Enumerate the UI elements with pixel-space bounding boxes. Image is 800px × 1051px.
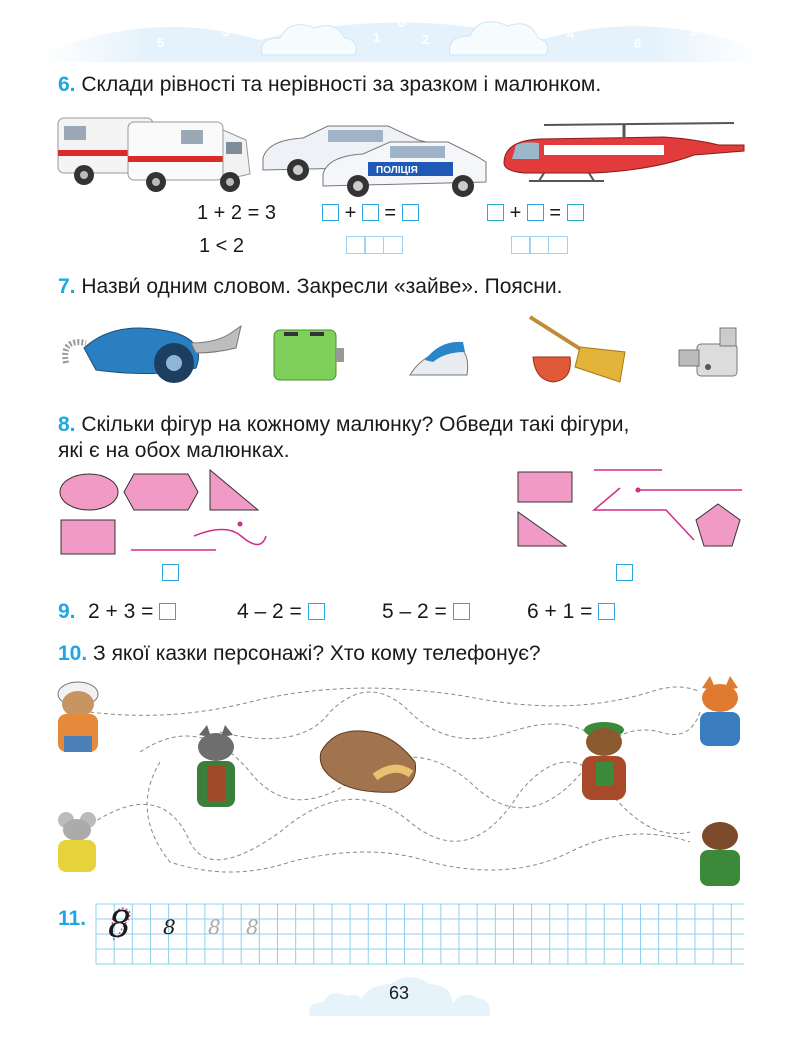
task-text: З якої казки персонажі? Хто кому телефонує?: [93, 642, 541, 665]
mitten-image: [315, 722, 423, 797]
page-number: 63: [389, 983, 410, 1003]
task8-heading: [58, 412, 748, 464]
shapes-right-figure: [516, 466, 746, 550]
pentagon-shape: [696, 504, 740, 546]
expression: 6 + 1 =: [527, 599, 615, 625]
mouse-character-image: [50, 810, 105, 875]
header-cloud-band: [0, 0, 800, 65]
task9-row: [58, 599, 76, 625]
task10-heading: [58, 641, 541, 667]
task-text: Скільки фігур на кожному малюнку? Обведи такі фігури,: [81, 413, 630, 436]
task-number: 9.: [58, 600, 76, 623]
task7-heading: [58, 274, 562, 300]
header-digit: 3: [222, 24, 230, 39]
vacuum-cleaner-image: [56, 308, 246, 388]
answer-box[interactable]: [402, 204, 419, 221]
meat-grinder-image: [675, 322, 745, 382]
sample-digit: 8: [163, 915, 176, 939]
task-text: які є на обох малюнках.: [58, 439, 290, 462]
rectangle-shape: [61, 520, 115, 554]
answer-box[interactable]: [567, 204, 584, 221]
wolf-character-image: [185, 725, 247, 810]
point-dot: [636, 488, 641, 493]
bunny-character-image: [48, 676, 108, 756]
header-digit: 1: [373, 30, 381, 45]
plus-sign: +: [509, 202, 522, 224]
header-digit: 2: [422, 32, 430, 47]
iron-image: [405, 330, 475, 385]
triangle-shape: [210, 470, 258, 510]
hexagon-shape: [124, 474, 198, 510]
answer-box[interactable]: [453, 603, 470, 620]
expression: 4 – 2 =: [237, 599, 325, 625]
helicopter-image: [494, 115, 749, 195]
header-digit: 6: [634, 36, 642, 51]
traced-digit: 8: [246, 915, 259, 939]
shapes-left-figure: [56, 468, 276, 558]
rectangle-shape: [518, 472, 572, 502]
count-answer-box-right[interactable]: [616, 564, 633, 581]
task-number: 10.: [58, 642, 88, 665]
answer-box[interactable]: [487, 204, 504, 221]
curve-line: [194, 530, 266, 545]
ellipse-shape: [60, 474, 118, 510]
ambulance-pair-image: [56, 108, 256, 193]
inequality-answer-strip[interactable]: [347, 236, 403, 254]
task-number: 6.: [58, 73, 76, 96]
equals-sign: =: [384, 202, 397, 224]
plus-sign: +: [344, 202, 357, 224]
answer-box[interactable]: [362, 204, 379, 221]
answer-box[interactable]: [322, 204, 339, 221]
boar-character-image: [690, 818, 750, 888]
expression: 2 + 3 =: [88, 599, 176, 625]
inequality-answer-strip[interactable]: [512, 236, 568, 254]
task-text: Склади рівності та нерівності за зразком і малюнком.: [81, 73, 602, 96]
example-inequality: 1 < 2: [199, 235, 245, 257]
broom-and-dustpan-image: [525, 312, 635, 387]
bear-character-image: [572, 716, 636, 804]
police-label: ПОЛІЦІЯ: [376, 165, 418, 176]
task-text: Назви́ одним словом. Закресли «зайве». Поясни.: [81, 275, 563, 298]
answer-box[interactable]: [527, 204, 544, 221]
task-number: 7.: [58, 275, 76, 298]
header-digit: 5: [157, 35, 165, 50]
equation-blank-police: [322, 202, 419, 225]
header-digit: 0: [398, 15, 406, 30]
answer-box[interactable]: [598, 603, 615, 620]
sample-digit-large: 8: [108, 905, 131, 946]
traced-digit: 8: [208, 915, 221, 939]
fox-character-image: [690, 676, 750, 748]
expression: 5 – 2 =: [382, 599, 470, 625]
broken-line: [594, 488, 694, 540]
header-digit: 7: [107, 18, 115, 33]
answer-box[interactable]: [159, 603, 176, 620]
header-digit: 4: [567, 26, 575, 41]
task11-heading: [58, 906, 86, 932]
task-number: 11.: [58, 907, 87, 930]
count-answer-box-left[interactable]: [162, 564, 179, 581]
header-digit: 8: [690, 24, 698, 39]
point-dot: [238, 522, 243, 527]
toaster-image: [270, 322, 350, 387]
answer-box[interactable]: [308, 603, 325, 620]
equation-blank-helicopter: [487, 202, 584, 225]
equals-sign: =: [549, 202, 562, 224]
police-cars-image: [258, 118, 488, 193]
triangle-shape: [518, 512, 566, 546]
task6-heading: [58, 72, 601, 98]
task-number: 8.: [58, 413, 76, 436]
example-equation: 1 + 2 = 3: [197, 202, 276, 224]
